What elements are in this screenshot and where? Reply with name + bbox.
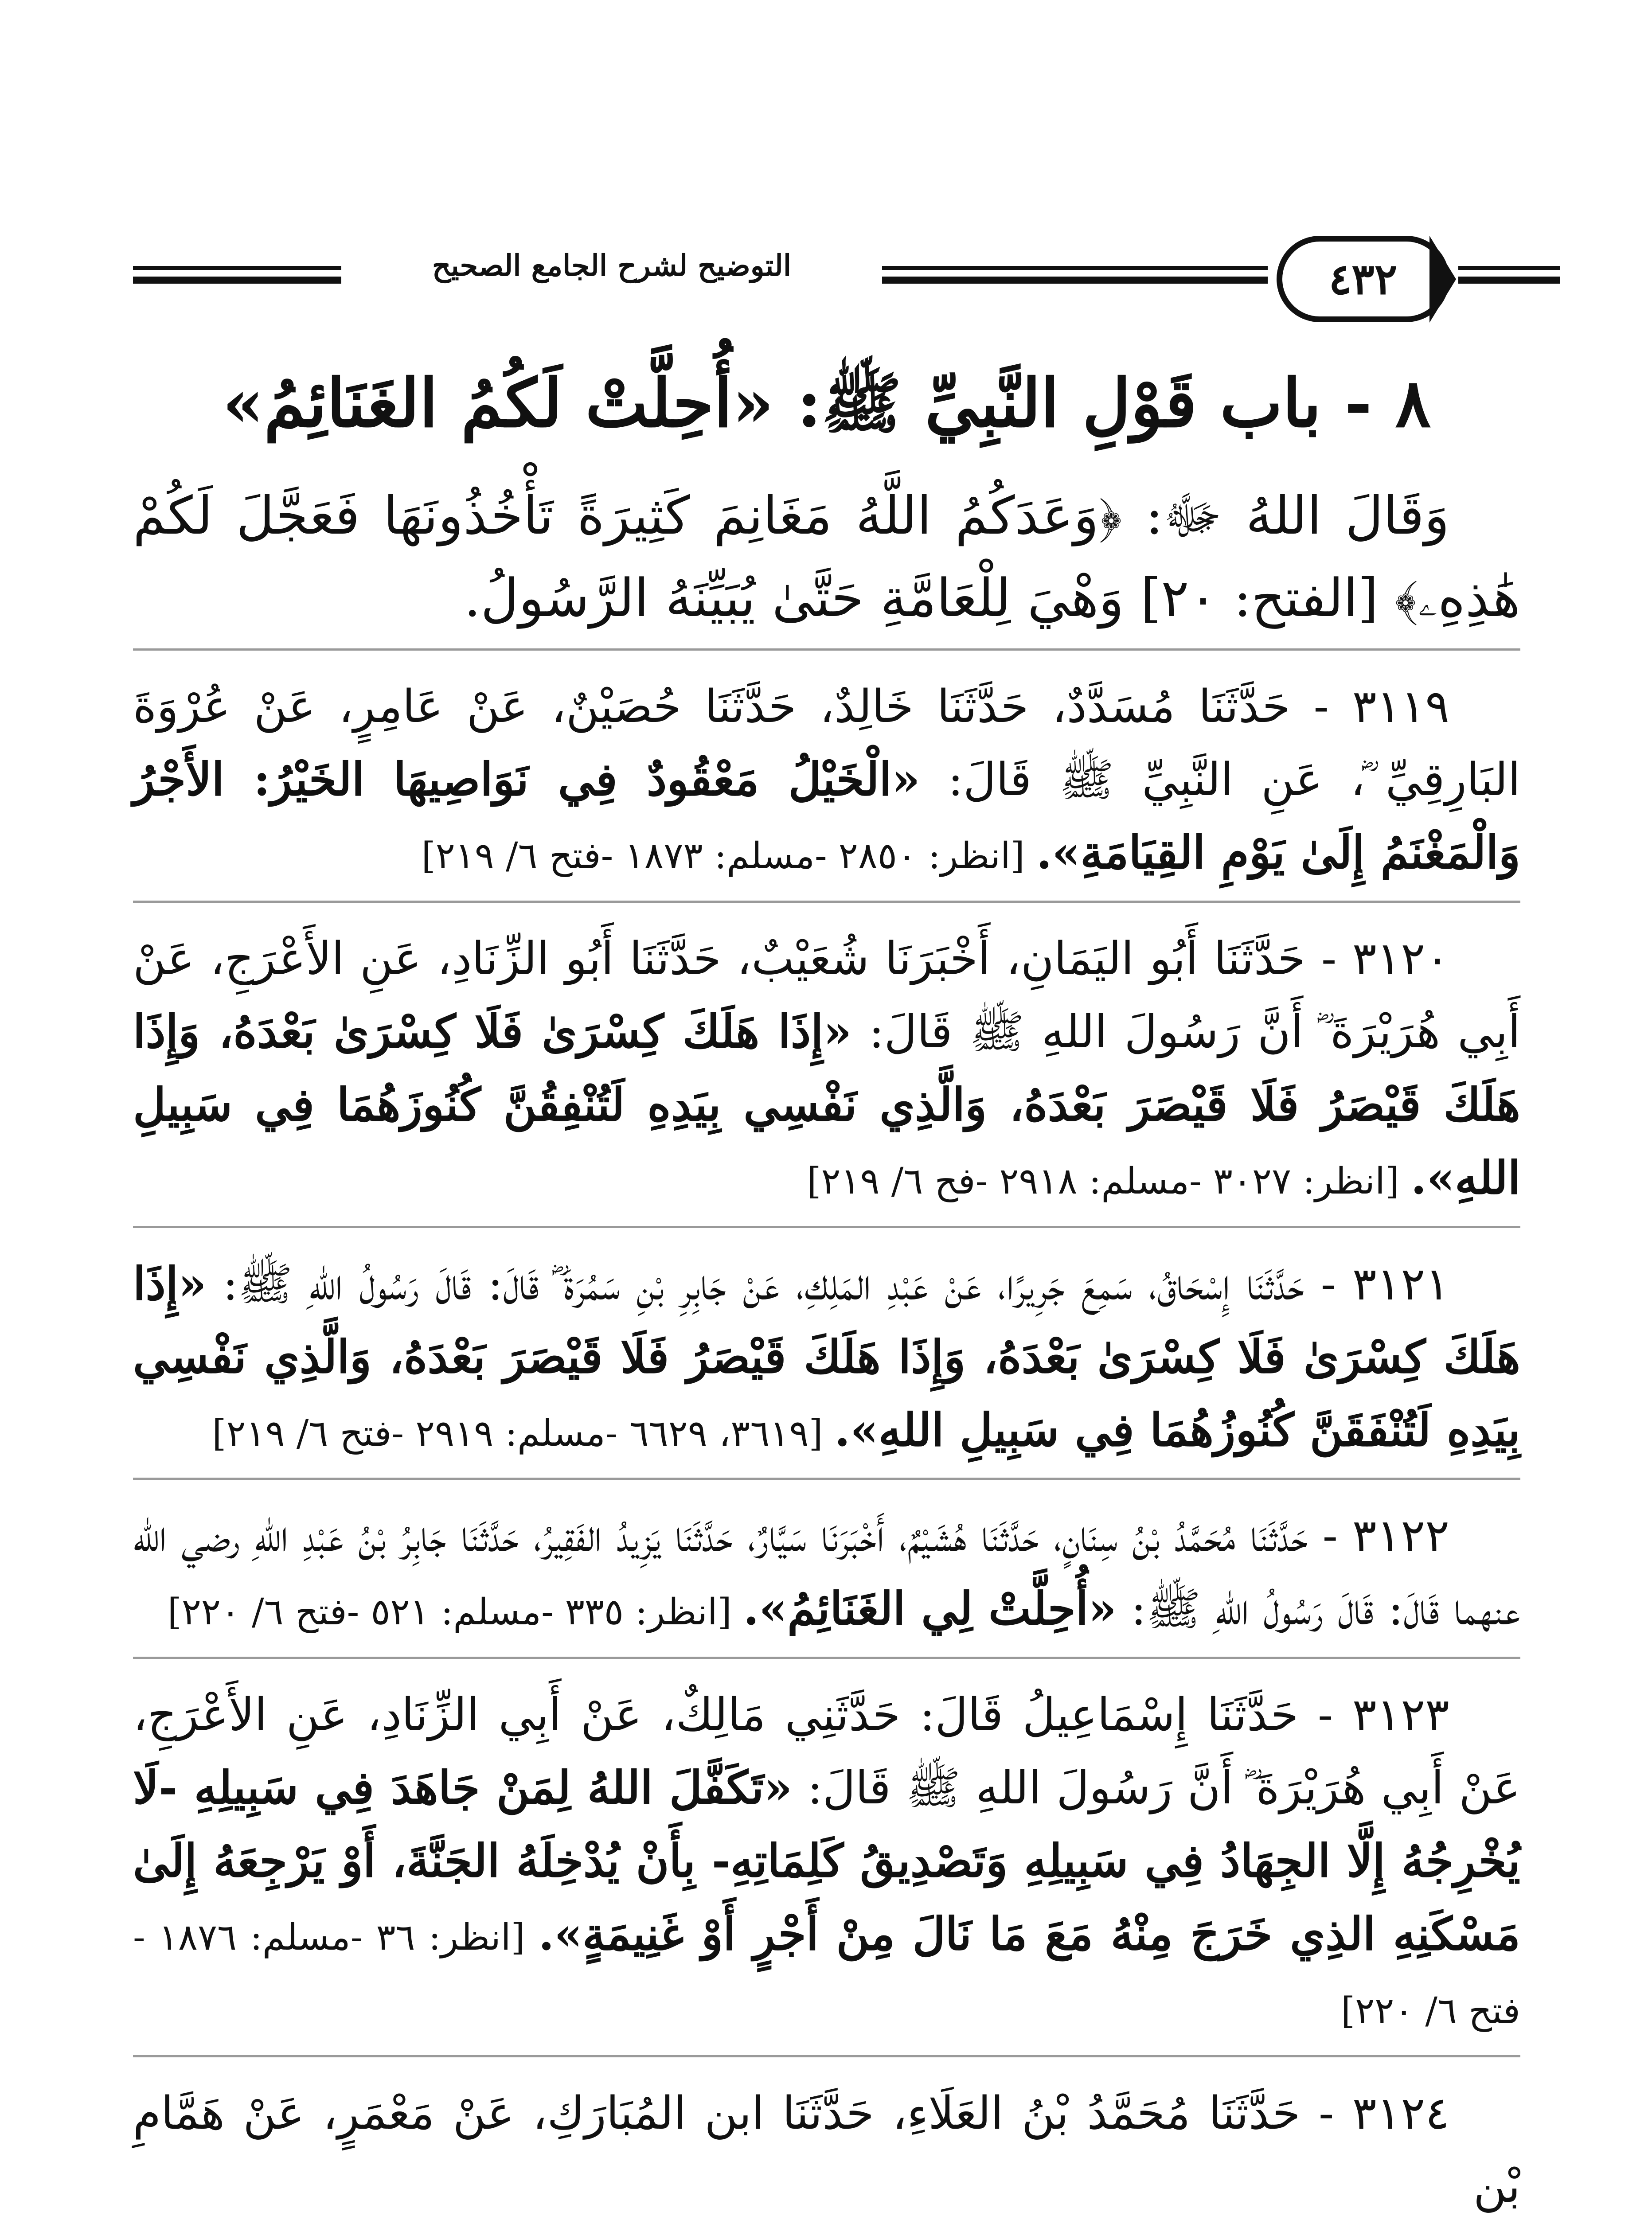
hadith-reference: [٣٦١٩، ٦٦٢٩ -مسلم: ٢٩١٩ -فتح ٦/ ٢١٩] xyxy=(212,1412,835,1455)
hadith-matn: «إِذَا هَلَكَ كِسْرَىٰ فَلَا كِسْرَىٰ بَعْدَهُ، وَإِذَا هَلَكَ قَيْصَرُ فَلَا قَيْصَرَ بَعْدَهُ، وَالَّذِي نَفْسِي بِيَدِهِ لَتُنْفَقَنَّ كُنُوزُهُمَا فِي سَبِيلِ اللهِ». xyxy=(133,1257,1520,1457)
separator-rule xyxy=(133,1657,1520,1659)
hadith-reference: [انظر: ٣٣٥ -مسلم: ٥٢١ -فتح ٦/ ٢٢٠] xyxy=(167,1591,743,1634)
hadith-isnad: ٣١٢٢ - حَدَّثَنَا مُحَمَّدُ بْنُ سِنَانٍ، حَدَّثَنَا هُشَيْمٌ، أَخْبَرَنَا سَيَّارٌ، حَدَّثَنَا يَزِيدُ الفَقِيرُ، حَدَّثَنَا جَابِرُ بْنُ عَبْدِ اللهِ رضي الله عنهما قَالَ: قَالَ رَسُولُ اللهِ ﷺ: xyxy=(133,1510,1520,1636)
chapter-intro: وَقَالَ اللهُ ﷻ: ﴿وَعَدَكُمُ اللَّهُ مَغَانِمَ كَثِيرَةً تَأْخُذُونَهَا فَعَجَّلَ لَكُمْ هَٰذِهِۦ﴾ [الفتح: ٢٠] وَهْيَ لِلْعَامَّةِ حَتَّىٰ يُبَيِّنَهُ الرَّسُولُ. xyxy=(133,485,1520,629)
hadith-isnad: ٣١٢٤ - حَدَّثَنَا مُحَمَّدُ بْنُ العَلَاءِ، حَدَّثَنَا ابن المُبَارَكِ، عَنْ مَعْمَرٍ، عَنْ هَمَّامِ بْنِ xyxy=(133,2087,1520,2213)
chapter-title: ٨ - باب قَوْلِ النَّبِيِّ ﷺ: «أُحِلَّتْ لَكُمُ الغَنَائِمُ» xyxy=(222,364,1431,442)
hadith-3123 xyxy=(133,1678,1520,2044)
header-rule-left-top xyxy=(133,266,341,270)
header-rule-right-top xyxy=(1458,266,1560,270)
separator-rule xyxy=(133,1478,1520,1480)
hadith-reference: [انظر: ٣٠٢٧ -مسلم: ٢٩١٨ -فح ٦/ ٢١٩] xyxy=(807,1160,1411,1203)
header-rule-left-bottom xyxy=(133,277,341,284)
header-rule-mid-bottom xyxy=(882,277,1268,284)
page-number-badge xyxy=(1277,236,1449,322)
hadith-reference: [انظر: ٣٦ -مسلم: ١٨٧٦ - فتح ٦/ ٢٢٠] xyxy=(133,1916,1520,2032)
separator-rule xyxy=(133,2055,1520,2057)
hadith-matn: «تَكَفَّلَ اللهُ لِمَنْ جَاهَدَ فِي سَبِيلِهِ -لَا يُخْرِجُهُ إِلَّا الجِهَادُ فِي سَبِيلِهِ وَتَصْدِيقُ كَلِمَاتِهِ- بِأَنْ يُدْخِلَهُ الجَنَّةَ، أَوْ يَرْجِعَهُ إِلَىٰ مَسْكَنِهِ الذِي خَرَجَ مِنْهُ مَعَ مَا نَالَ مِنْ أَجْرٍ أَوْ غَنِيمَةٍ». xyxy=(133,1761,1520,1961)
hadith-isnad: ٣١١٩ - حَدَّثَنَا مُسَدَّدٌ، حَدَّثَنَا خَالِدٌ، حَدَّثَنَا حُصَيْنٌ، عَنْ عَامِرٍ، عَنْ عُرْوَةَ البَارِقِيِّ ؓ، عَنِ النَّبِيِّ ﷺ قَالَ: xyxy=(133,680,1521,807)
header-rule-mid-top xyxy=(882,266,1268,270)
hadith-matn: «إِذَا هَلَكَ كِسْرَىٰ فَلَا كِسْرَىٰ بَعْدَهُ، وَإِذَا هَلَكَ قَيْصَرُ فَلَا قَيْصَرَ بَعْدَهُ، وَالَّذِي نَفْسِي بِيَدِهِ لَتُنْفِقُنَّ كُنُوزَهُمَا فِي سَبِيلِ اللهِ». xyxy=(133,1005,1520,1205)
separator-rule xyxy=(133,1226,1520,1228)
running-title: التوضيح لشرح الجامع الصحيح xyxy=(432,248,792,283)
separator-rule xyxy=(133,901,1520,903)
page-content xyxy=(133,363,1520,2216)
hadith-matn: «أُحِلَّتْ لِي الغَنَائِمُ». xyxy=(743,1582,1117,1636)
hadith-isnad: ٣١٢٠ - حَدَّثَنَا أَبُو اليَمَانِ، أَخْبَرَنَا شُعَيْبٌ، حَدَّثَنَا أَبُو الزِّنَادِ، عَنِ الأَعْرَجِ، عَنْ أَبِي هُرَيْرَةَ ؓ أَنَّ رَسُولَ اللهِ ﷺ قَالَ: xyxy=(133,932,1520,1058)
hadith-3124 xyxy=(133,2077,1520,2216)
header-rule-right-bottom xyxy=(1458,277,1560,284)
page-number: ٤٣٢ xyxy=(1328,254,1398,304)
hadith-isnad: ٣١٢٣ - حَدَّثَنَا إِسْمَاعِيلُ قَالَ: حَدَّثَنِي مَالِكٌ، عَنْ أَبِي الزِّنَادِ، عَنِ الأَعْرَجِ، عَنْ أَبِي هُرَيْرَةَ ؓ أَنَّ رَسُولَ اللهِ ﷺ قَالَ: xyxy=(133,1688,1520,1814)
hadith-3122 xyxy=(133,1499,1520,1646)
hadith-matn: «الْخَيْلُ مَعْقُودٌ فِي نَوَاصِيهَا الخَيْرُ: الأَجْرُ وَالْمَغْنَمُ إِلَىٰ يَوْمِ القِيَامَةِ». xyxy=(133,753,1520,880)
hadith-3120 xyxy=(133,922,1520,1215)
hadith-3119 xyxy=(133,670,1520,890)
hadith-reference: [انظر: ٢٨٥٠ -مسلم: ١٨٧٣ -فتح ٦/ ٢١٩] xyxy=(421,835,1036,878)
hadith-3121 xyxy=(133,1248,1520,1467)
page-number-badge-tip xyxy=(1429,236,1456,323)
hadith-isnad: ٣١٢١ - حَدَّثَنَا إِسْحَاقُ، سَمِعَ جَرِيرًا، عَنْ عَبْدِ المَلِكِ، عَنْ جَابِرِ بْنِ سَمُرَةَ ؓ قَالَ: قَالَ رَسُولُ اللهِ ﷺ: xyxy=(206,1257,1449,1311)
running-header xyxy=(133,230,1560,337)
separator-rule xyxy=(133,648,1520,651)
